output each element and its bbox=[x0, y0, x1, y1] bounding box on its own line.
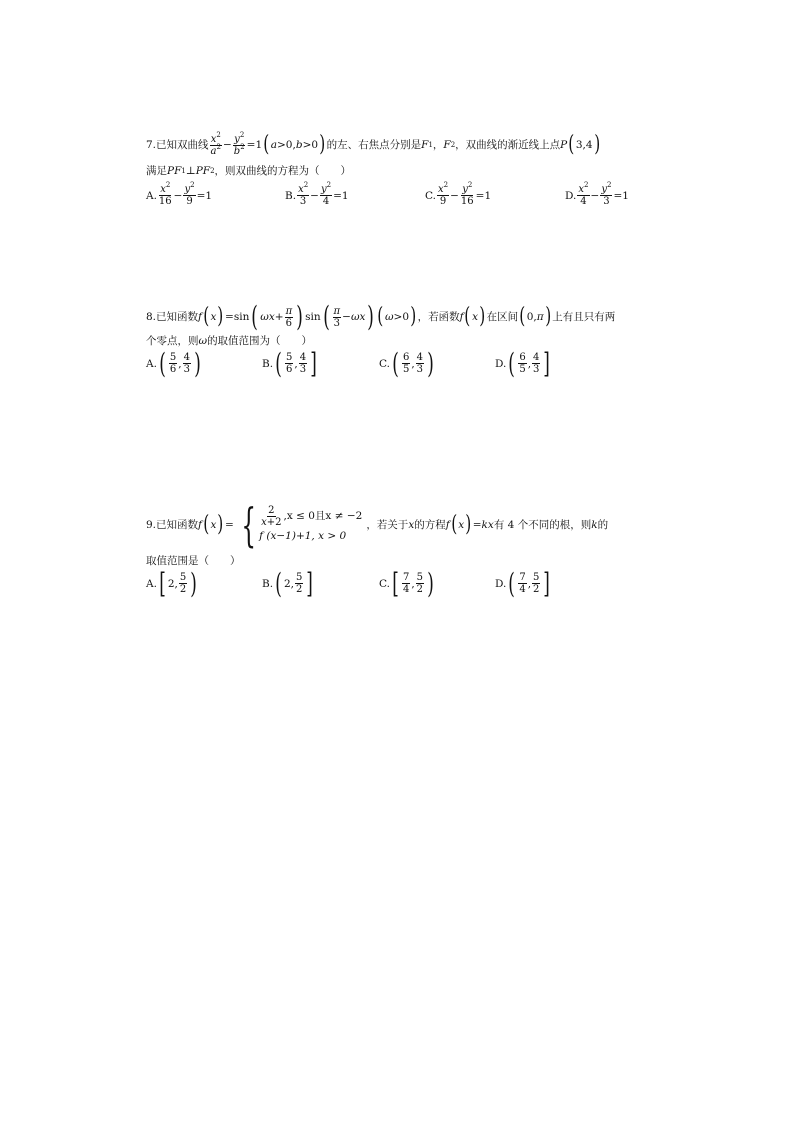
q8-option-c[interactable]: C. ( $\frac{6}{5}$ , $\frac{4}{3}$ ) bbox=[379, 346, 434, 380]
q7-text-5: ，则双曲线的方程为（ ） bbox=[214, 165, 352, 177]
q7-option-d[interactable]: D. $\frac{x^2}{4}$ − $\frac{y^2}{3}$ =1 bbox=[565, 181, 629, 207]
q8-option-b[interactable]: B. ( $\frac{5}{6}$ , $\frac{4}{3}$ ] bbox=[262, 346, 317, 380]
q7-option-a[interactable]: A. $\frac{x^2}{16}$ − $\frac{y^2}{9}$ =1 bbox=[146, 181, 213, 207]
q7-option-c[interactable]: C. $\frac{x^2}{9}$ − $\frac{y^2}{16}$ =1 bbox=[425, 181, 492, 207]
q7-text-4: 满足 bbox=[146, 165, 167, 177]
q9-number: 9. bbox=[146, 519, 157, 531]
q7-text-2: 的左、右焦点分别是 bbox=[326, 139, 422, 151]
q9-text-5: 的 bbox=[597, 519, 609, 531]
q8-text-2: ，若函数 bbox=[417, 311, 460, 323]
q9-piecewise: $\frac{2}{x+2}$ ,x ≤ 0且x ≠ −2 f (x−1)+1, x > 0 bbox=[259, 505, 362, 545]
q8-number: 8. bbox=[146, 311, 157, 323]
q7-eq-frac-y: $\frac{y^2}{b^2}$ bbox=[233, 130, 245, 157]
q8-text-5: 个零点，则 bbox=[146, 335, 199, 347]
q9-text-1: 已知函数 bbox=[156, 519, 199, 531]
q8-line-2: 个零点，则 ω 的取值范围为（ ） bbox=[146, 335, 313, 347]
q7-number: 7. bbox=[146, 139, 157, 151]
q7-option-b[interactable]: B. $\frac{x^2}{3}$ − $\frac{y^2}{4}$ =1 bbox=[285, 181, 349, 207]
q8-text-1: 已知函数 bbox=[156, 311, 199, 323]
q9-text-2: ，若关于 bbox=[366, 519, 409, 531]
q9-option-d[interactable]: D. ( $\frac{7}{4}$ , $\frac{5}{2}$ ] bbox=[495, 566, 551, 600]
q7-line-2: 满足 PF 1 ⊥ PF 2 ，则双曲线的方程为（ ） bbox=[146, 165, 352, 177]
q7-line-1: 7. 已知双曲线 $\frac{x^2}{a^2}$ − $\frac{y^2}{b^2}$ =1 ( a >0, b >0 ) 的左、右焦点分别是 F 1 ， F 2 ，双曲线的渐近线上点 P ( 3,4 ) bbox=[146, 130, 600, 157]
q7-text-1: 已知双曲线 bbox=[156, 139, 209, 151]
q9-text-6: 取值范围是（ ） bbox=[146, 555, 241, 567]
q9-text-4: 有 4 个不同的根，则 bbox=[493, 519, 592, 531]
q7-eq-frac-x: $\frac{x^2}{a^2}$ bbox=[210, 130, 221, 157]
q8-text-3: 在区间 bbox=[486, 311, 519, 323]
q8-option-a[interactable]: A. ( $\frac{5}{6}$ , $\frac{4}{3}$ ) bbox=[146, 346, 201, 380]
q9-option-a[interactable]: A. [ 2, $\frac{5}{2}$ ) bbox=[146, 566, 198, 600]
q8-option-d[interactable]: D. ( $\frac{6}{5}$ , $\frac{4}{3}$ ] bbox=[495, 346, 551, 380]
q9-case-1: ,x ≤ 0且x ≠ −2 bbox=[283, 510, 363, 522]
q8-text-6: 的取值范围为（ ） bbox=[207, 335, 313, 347]
q9-option-b[interactable]: B. ( 2, $\frac{5}{2}$ ] bbox=[262, 566, 314, 600]
q8-text-4: 上有且只有两 bbox=[552, 311, 616, 323]
q9-line-1: 9. 已知函数 f ( x ) = { $\frac{2}{x+2}$ ,x ≤ 0且x ≠ −2 f (x−1)+1, x > 0 ，若关于 x 的方程 f ( x ) = kx 有 4 个不同的根，则 k 的 bbox=[146, 498, 609, 552]
q9-case-2: f (x−1)+1, x > 0 bbox=[259, 530, 347, 542]
q9-text-3: 的方程 bbox=[414, 519, 446, 531]
q7-text-3: ，双曲线的渐近线上点 bbox=[455, 139, 561, 151]
q8-line-1: 8. 已知函数 f ( x ) =sin ( ωx + $\frac{\pi}{6}$ ) sin ( $\frac{\pi}{3}$ − ωx ) ( ω >0 ) ，若函数 f ( x ) 在区间 ( 0, π ) 上有且只有两 bbox=[146, 300, 616, 333]
q9-option-c[interactable]: C. [ $\frac{7}{4}$ , $\frac{5}{2}$ ) bbox=[379, 566, 434, 600]
